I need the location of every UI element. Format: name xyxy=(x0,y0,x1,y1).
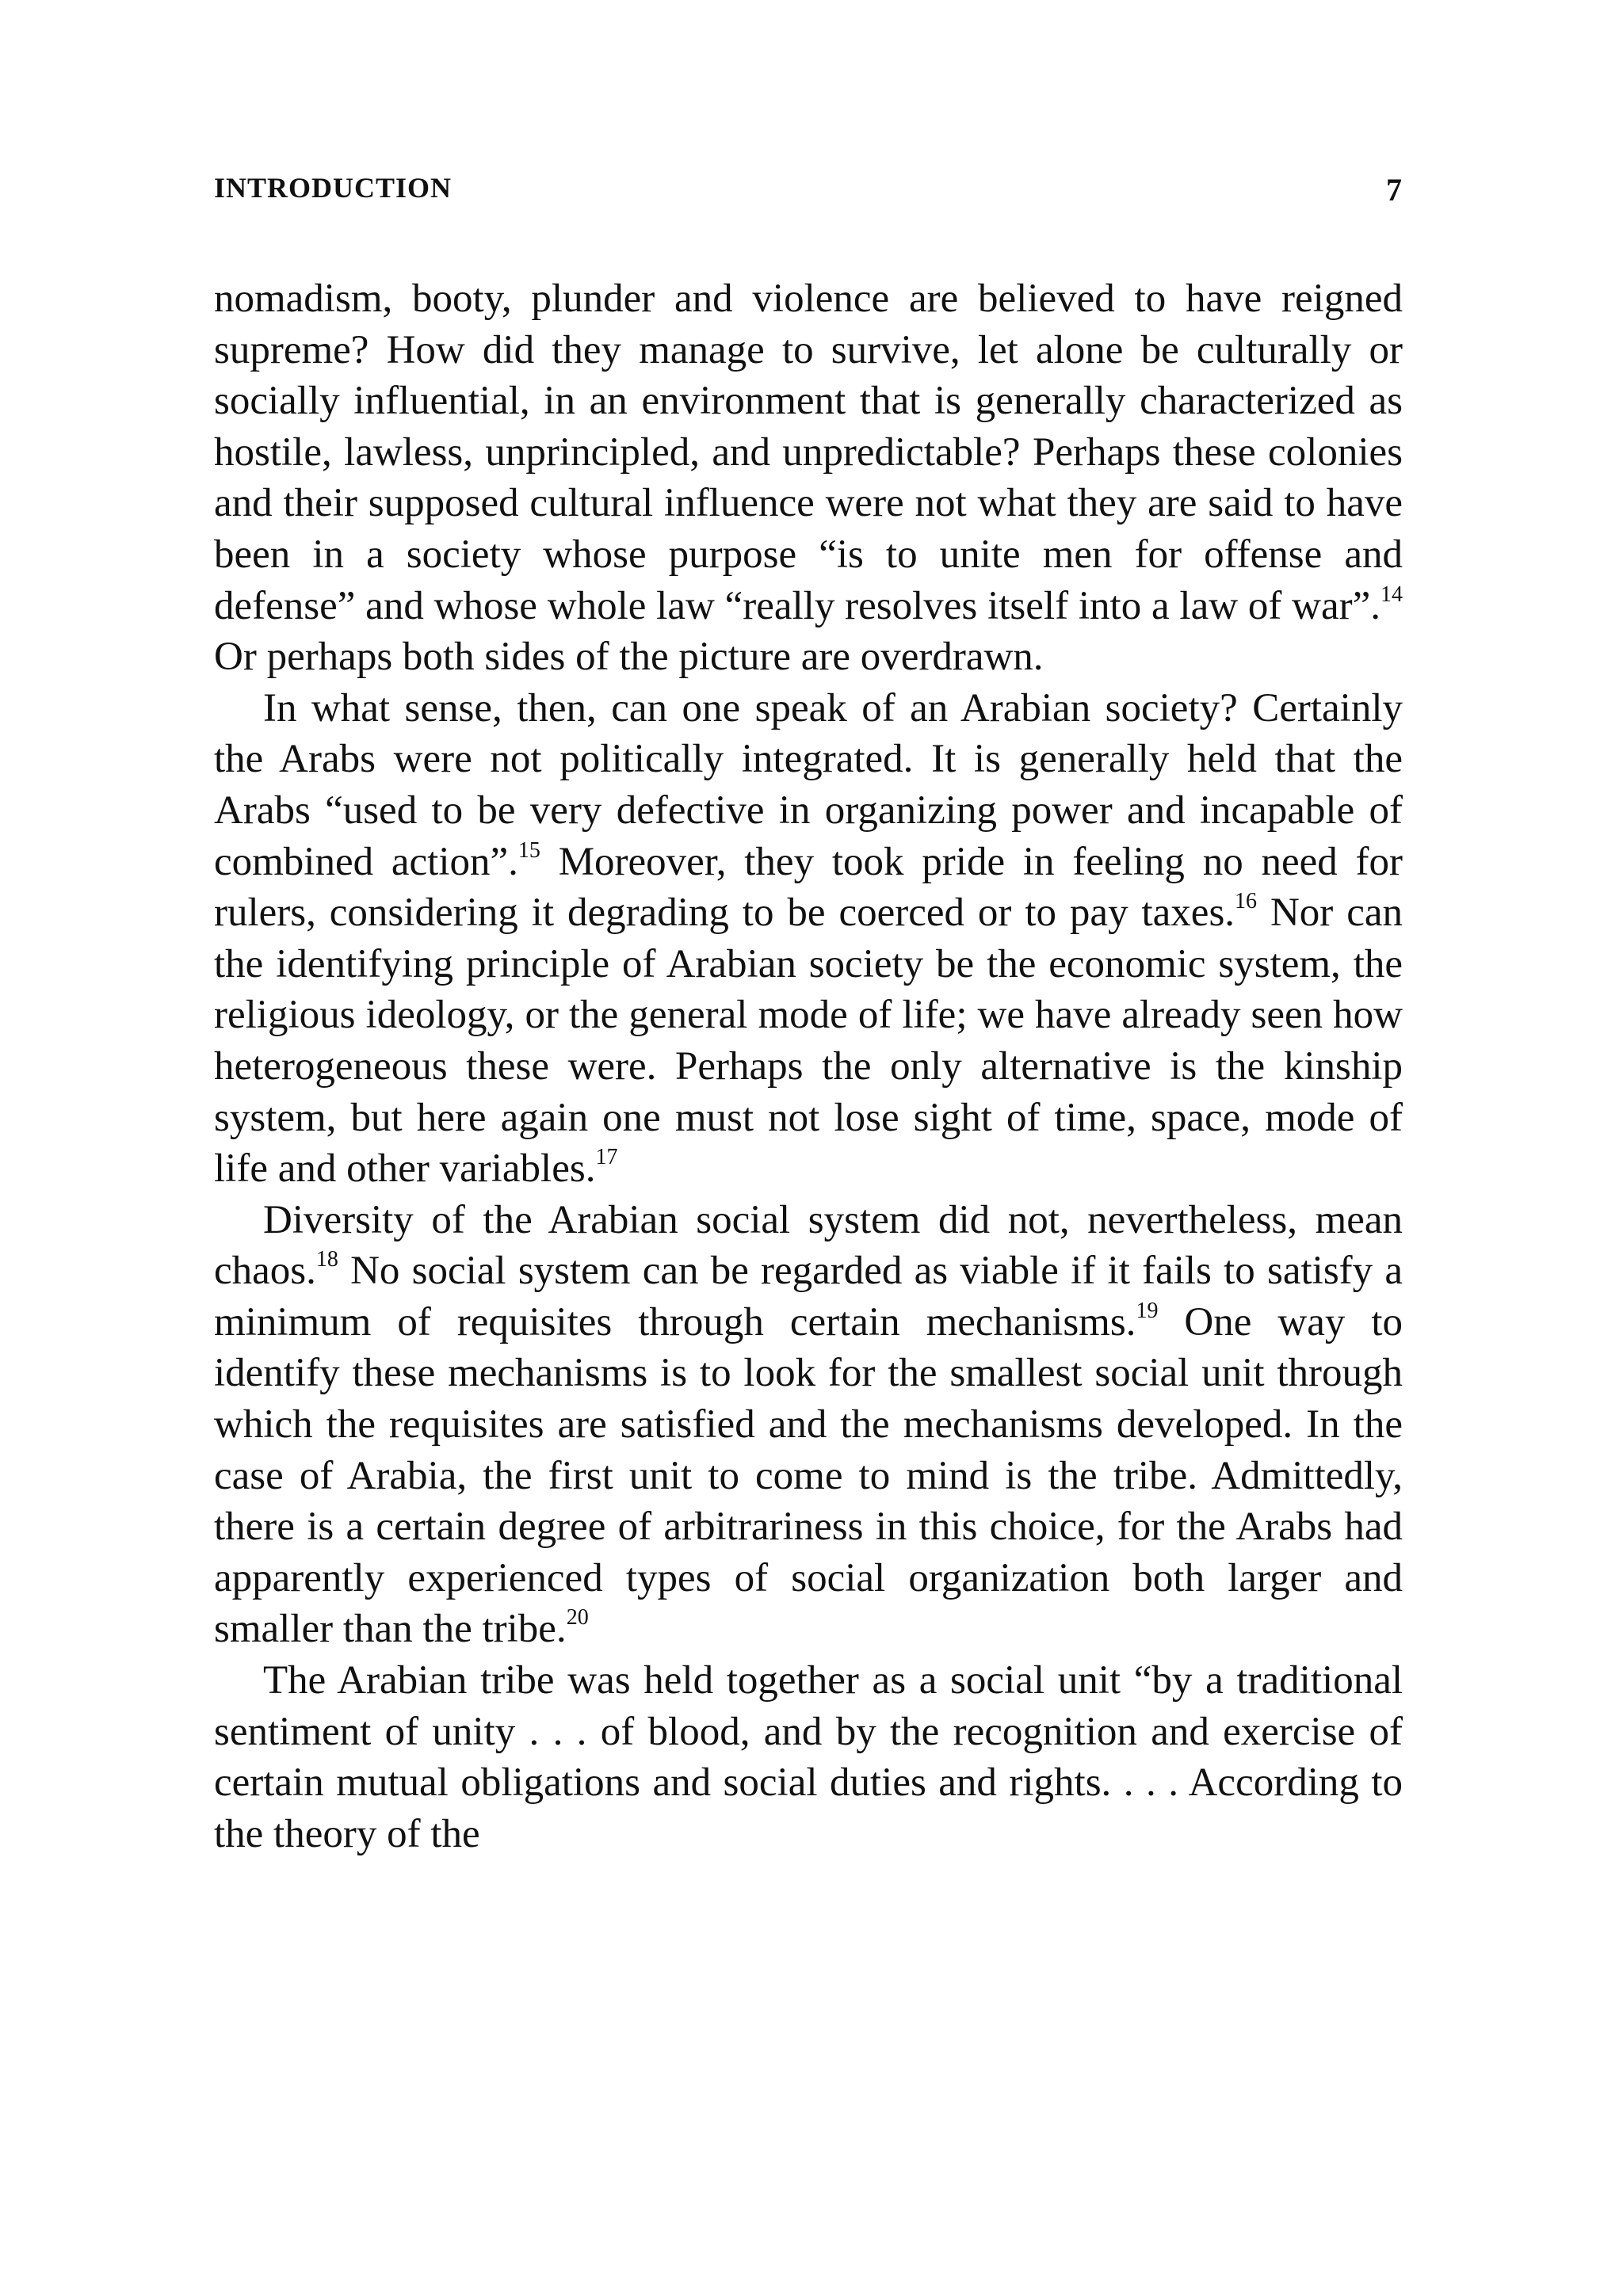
paragraph xyxy=(214,1655,1403,1859)
text-run: One way to identify these mechanisms is to look for the smallest social unit through which the requisites are satisfied and the mechanisms developed. In the case of Arabia, the first unit to come to mind is the tribe. Admittedly, there is a certain degree of arbitrariness in this choice, for the Arabs had apparently experienced types of social organization both larger and smaller than the tribe. xyxy=(214,1299,1403,1652)
running-title: INTRODUCTION xyxy=(214,172,453,204)
text-run: Moreover, they took pride in feeling no need for rulers, considering it degrading to be coerced or to pay taxes. xyxy=(214,839,1403,936)
footnote-marker: 14 xyxy=(1381,582,1403,607)
text-run: Diversity of the Arabian social system did not, nevertheless, mean chaos. xyxy=(214,1197,1403,1294)
footnote-marker: 20 xyxy=(566,1605,589,1630)
paragraph xyxy=(214,273,1403,683)
text-run: In what sense, then, can one speak of an Arabian society? Certainly the Arabs were not politically integrated. It is generally held that the Arabs “used to be very defective in organizing power and incapable of combined action”. xyxy=(214,685,1403,884)
paragraph xyxy=(214,683,1403,1195)
text-run: Nor can the identifying principle of Arabian society be the economic system, the religious ideology, or the general mode of life; we have already seen how heterogeneous these were. Perhaps the only alternative is the kinship system, but here again one must not lose sight of time, space, mode of life and other variables. xyxy=(214,891,1403,1192)
footnote-marker: 17 xyxy=(595,1145,618,1170)
text-run: No social system can be regarded as viable if it fails to satisfy a minimum of requisites through certain mechanisms. xyxy=(214,1249,1403,1344)
text-run: nomadism, booty, plunder and violence are believed to have reigned supreme? How did they manage to survive, let alone be culturally or socially influential, in an environment that is generally characterized as hostile, lawless, unprincipled, and unpredictable? Perhaps these colonies and their supposed cultural influence were not what they are said to have been in a society whose purpose “is to unite men for offense and defense” and whose whole law “really resolves itself into a law of war”. xyxy=(214,277,1403,628)
running-head xyxy=(214,171,1403,212)
footnote-marker: 18 xyxy=(315,1247,338,1272)
text-run: Or perhaps both sides of the picture are overdrawn. xyxy=(214,635,1044,680)
page-number: 7 xyxy=(1386,172,1403,208)
footnote-marker: 16 xyxy=(1235,889,1258,914)
footnote-marker: 15 xyxy=(517,837,540,863)
text-run: The Arabian tribe was held together as a social unit “by a traditional sentiment of unity . . . of blood, and by the recognition and exercise of certain mutual obligations and social duties and rights. . . . According to the theory of the xyxy=(214,1658,1403,1856)
footnote-marker: 19 xyxy=(1136,1298,1159,1323)
body-text xyxy=(214,273,1403,1859)
paragraph xyxy=(214,1195,1403,1655)
